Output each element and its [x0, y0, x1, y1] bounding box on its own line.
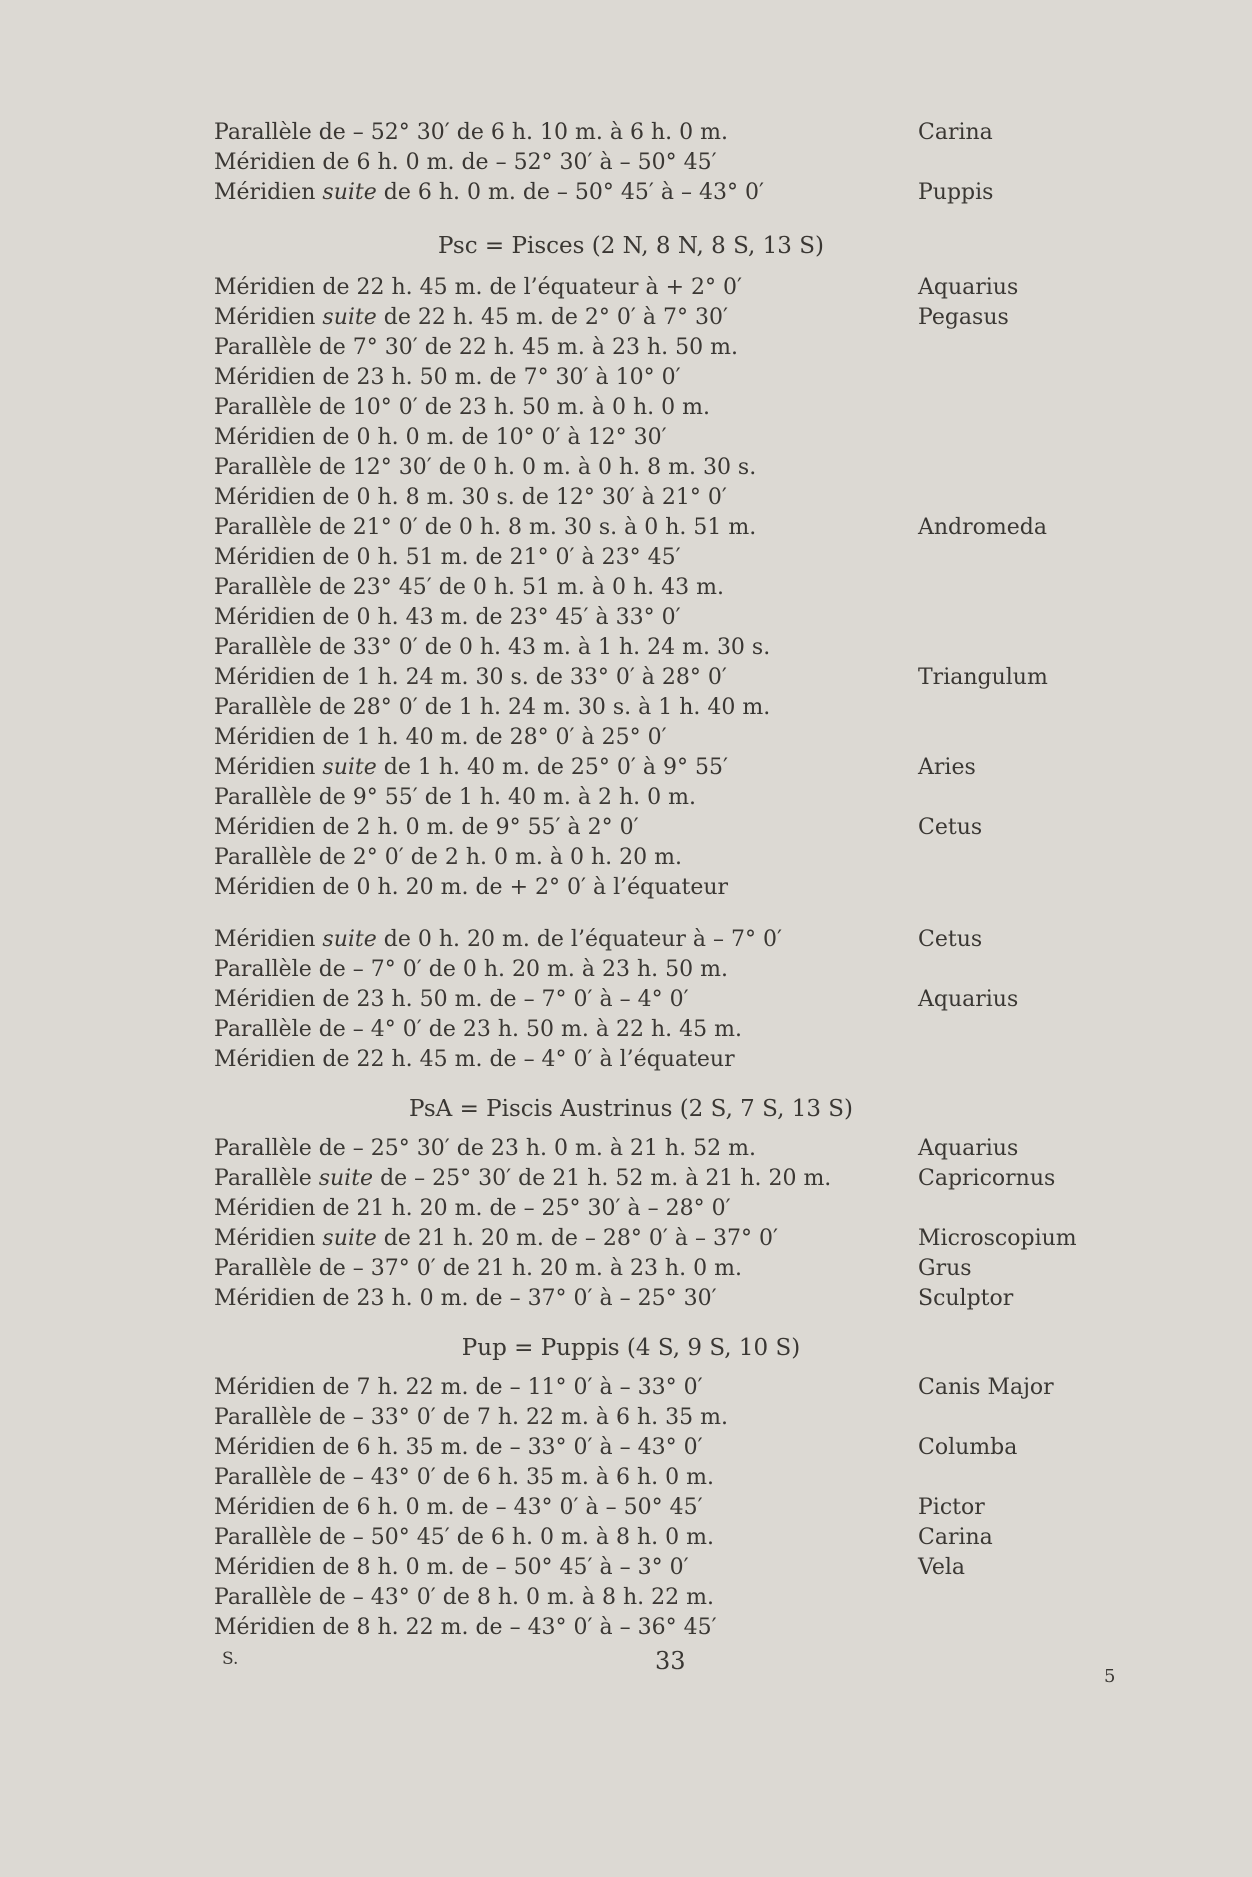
boundary-description	[214, 633, 770, 663]
boundary-description	[214, 303, 728, 333]
boundary-description	[214, 1134, 756, 1164]
boundary-description	[214, 118, 728, 148]
boundary-row	[0, 1583, 1252, 1613]
boundary-text: Parallèle de 21° 0′ de 0 h. 8 m. 30 s. à 0 h. 51 m.	[214, 515, 757, 540]
boundary-description	[214, 453, 756, 483]
boundary-text: Méridien de 21 h. 20 m. de – 25° 30′ à – 28° 0′	[214, 1196, 731, 1221]
adjacent-constellation: Aquarius	[918, 1136, 1019, 1161]
boundary-description	[214, 178, 764, 208]
boundary-description	[214, 693, 770, 723]
boundary-description	[214, 603, 681, 633]
suite-word: suite	[318, 1166, 374, 1191]
boundary-row	[0, 1254, 1252, 1284]
boundary-row	[0, 753, 1252, 783]
boundary-description	[214, 333, 738, 363]
boundary-row	[0, 573, 1252, 603]
boundary-text: Parallèle de 7° 30′ de 22 h. 45 m. à 23 h. 50 m.	[214, 335, 738, 360]
suite-word: suite	[322, 1226, 377, 1251]
boundary-row	[0, 783, 1252, 813]
boundary-row	[0, 813, 1252, 843]
adjacent-constellation: Cetus	[918, 927, 983, 952]
page-number: 33	[655, 1647, 686, 1675]
boundary-row	[0, 1015, 1252, 1045]
boundary-text: Parallèle de – 43° 0′ de 6 h. 35 m. à 6 h. 0 m.	[214, 1465, 714, 1490]
boundary-text: Méridien de 0 h. 51 m. de 21° 0′ à 23° 45′	[214, 545, 681, 570]
boundary-text-continued: de 1 h. 40 m. de 25° 0′ à 9° 55′	[376, 755, 728, 780]
suite-word: suite	[322, 180, 377, 205]
adjacent-constellation: Pictor	[918, 1495, 985, 1520]
boundary-description	[214, 783, 696, 813]
adjacent-constellation: Aquarius	[918, 275, 1019, 300]
boundary-description	[214, 1613, 717, 1643]
heading-pisces	[0, 230, 1252, 262]
boundary-description	[214, 1523, 714, 1553]
boundary-description	[214, 1493, 703, 1523]
boundary-text: Parallèle de – 7° 0′ de 0 h. 20 m. à 23 h. 50 m.	[214, 957, 728, 982]
boundary-text: Méridien	[214, 305, 323, 330]
adjacent-constellation: Aquarius	[918, 987, 1019, 1012]
boundary-row	[0, 955, 1252, 985]
section-heading-text: Pup = Puppis (4 S, 9 S, 10 S)	[461, 1335, 801, 1361]
adjacent-constellation: Pegasus	[918, 305, 1009, 330]
boundary-text: Méridien	[214, 1226, 323, 1251]
boundary-description	[214, 813, 639, 843]
boundary-text: Parallèle de 28° 0′ de 1 h. 24 m. 30 s. à 1 h. 40 m.	[214, 695, 771, 720]
boundary-text: Parallèle de – 43° 0′ de 8 h. 0 m. à 8 h. 22 m.	[214, 1585, 714, 1610]
boundary-text-continued: de – 25° 30′ de 21 h. 52 m. à 21 h. 20 m.	[373, 1166, 832, 1191]
adjacent-constellation: Andromeda	[918, 515, 1047, 540]
boundary-text: Parallèle de 12° 30′ de 0 h. 0 m. à 0 h. 8 m. 30 s.	[214, 455, 757, 480]
boundary-text: Parallèle de – 4° 0′ de 23 h. 50 m. à 22 h. 45 m.	[214, 1017, 742, 1042]
boundary-row	[0, 333, 1252, 363]
boundary-row	[0, 393, 1252, 423]
boundary-description	[214, 1015, 742, 1045]
boundary-row	[0, 363, 1252, 393]
boundary-description	[214, 1553, 689, 1583]
boundary-description	[214, 423, 667, 453]
boundary-row	[0, 1553, 1252, 1583]
boundary-row	[0, 843, 1252, 873]
boundary-text: Méridien de 22 h. 45 m. de – 4° 0′ à l’équateur	[214, 1047, 735, 1072]
boundary-row	[0, 148, 1252, 178]
suite-word: suite	[322, 755, 377, 780]
boundary-description	[214, 925, 782, 955]
boundary-text: Méridien de 8 h. 22 m. de – 43° 0′ à – 36° 45′	[214, 1615, 717, 1640]
boundary-row	[0, 423, 1252, 453]
boundary-description	[214, 663, 727, 693]
boundary-text: Méridien de 1 h. 24 m. 30 s. de 33° 0′ à 28° 0′	[214, 665, 727, 690]
boundary-row	[0, 118, 1252, 148]
section-heading-text: Psc = Pisces (2 N, 8 N, 8 S, 13 S)	[438, 233, 824, 259]
adjacent-constellation: Vela	[918, 1555, 966, 1580]
adjacent-constellation: Cetus	[918, 815, 983, 840]
adjacent-constellation: Grus	[918, 1256, 972, 1281]
boundary-row	[0, 663, 1252, 693]
adjacent-constellation: Triangulum	[918, 665, 1048, 690]
boundary-description	[214, 148, 717, 178]
boundary-row	[0, 693, 1252, 723]
boundary-row	[0, 1284, 1252, 1314]
boundary-row	[0, 723, 1252, 753]
boundary-row	[0, 543, 1252, 573]
adjacent-constellation: Columba	[918, 1435, 1018, 1460]
boundary-text: Parallèle de 10° 0′ de 23 h. 50 m. à 0 h. 0 m.	[214, 395, 710, 420]
boundary-row	[0, 925, 1252, 955]
boundary-text: Méridien de 6 h. 35 m. de – 33° 0′ à – 43° 0′	[214, 1435, 703, 1460]
boundary-row	[0, 1463, 1252, 1493]
boundary-row	[0, 1493, 1252, 1523]
boundary-text: Méridien	[214, 180, 323, 205]
boundary-description	[214, 513, 756, 543]
boundary-description	[214, 753, 728, 783]
boundary-text-continued: de 0 h. 20 m. de l’équateur à – 7° 0′	[376, 927, 782, 952]
boundary-text: Méridien de 23 h. 0 m. de – 37° 0′ à – 25° 30′	[214, 1286, 717, 1311]
boundary-row	[0, 178, 1252, 208]
adjacent-constellation: Canis Major	[918, 1375, 1054, 1400]
boundary-row	[0, 1433, 1252, 1463]
boundary-description	[214, 1045, 735, 1075]
boundary-text: Parallèle de – 25° 30′ de 23 h. 0 m. à 21 h. 52 m.	[214, 1136, 756, 1161]
boundary-row	[0, 985, 1252, 1015]
boundary-text: Méridien de 8 h. 0 m. de – 50° 45′ à – 3° 0′	[214, 1555, 689, 1580]
boundary-description	[214, 985, 689, 1015]
boundary-text-continued: de 6 h. 0 m. de – 50° 45′ à – 43° 0′	[376, 180, 764, 205]
boundary-text: Parallèle	[214, 1166, 319, 1191]
boundary-description	[214, 1194, 731, 1224]
boundary-text: Méridien de 22 h. 45 m. de l’équateur à + 2° 0′	[214, 275, 743, 300]
boundary-row	[0, 1224, 1252, 1254]
boundary-row	[0, 483, 1252, 513]
boundary-text: Parallèle de – 52° 30′ de 6 h. 10 m. à 6 h. 0 m.	[214, 120, 728, 145]
adjacent-constellation: Carina	[918, 1525, 993, 1550]
boundary-row	[0, 1045, 1252, 1075]
boundary-row	[0, 303, 1252, 333]
section-heading-text: PsA = Piscis Austrinus (2 S, 7 S, 13 S)	[409, 1096, 853, 1122]
boundary-description	[214, 1373, 703, 1403]
boundary-text: Méridien de 7 h. 22 m. de – 11° 0′ à – 33° 0′	[214, 1375, 703, 1400]
boundary-description	[214, 1284, 717, 1314]
boundary-description	[214, 573, 724, 603]
boundary-text: Parallèle de – 37° 0′ de 21 h. 20 m. à 23 h. 0 m.	[214, 1256, 742, 1281]
suite-word: suite	[322, 305, 377, 330]
boundary-text: Méridien	[214, 927, 323, 952]
boundary-row	[0, 273, 1252, 303]
boundary-text: Méridien de 6 h. 0 m. de – 52° 30′ à – 50° 45′	[214, 150, 717, 175]
boundary-text: Méridien de 0 h. 8 m. 30 s. de 12° 30′ à 21° 0′	[214, 485, 727, 510]
boundary-description	[214, 1463, 714, 1493]
boundary-text-continued: de 21 h. 20 m. de – 28° 0′ à – 37° 0′	[376, 1226, 778, 1251]
boundary-text: Méridien	[214, 755, 323, 780]
footer-signature: S.	[222, 1649, 239, 1669]
boundary-text: Parallèle de 33° 0′ de 0 h. 43 m. à 1 h. 24 m. 30 s.	[214, 635, 771, 660]
boundary-row	[0, 1523, 1252, 1553]
boundary-description	[214, 1433, 703, 1463]
boundary-text: Parallèle de 2° 0′ de 2 h. 0 m. à 0 h. 20 m.	[214, 845, 682, 870]
adjacent-constellation: Aries	[918, 755, 976, 780]
boundary-row	[0, 513, 1252, 543]
boundary-description	[214, 723, 667, 753]
boundary-description	[214, 955, 728, 985]
boundary-row	[0, 1613, 1252, 1643]
boundary-row	[0, 633, 1252, 663]
boundary-description	[214, 1583, 714, 1613]
boundary-description	[214, 843, 682, 873]
sheet-number: 5	[1104, 1666, 1116, 1687]
boundary-row	[0, 873, 1252, 903]
boundary-text: Méridien de 2 h. 0 m. de 9° 55′ à 2° 0′	[214, 815, 639, 840]
adjacent-constellation: Puppis	[918, 180, 994, 205]
boundary-row	[0, 1403, 1252, 1433]
boundary-text: Parallèle de – 50° 45′ de 6 h. 0 m. à 8 h. 0 m.	[214, 1525, 714, 1550]
boundary-description	[214, 393, 710, 423]
adjacent-constellation: Sculptor	[918, 1286, 1014, 1311]
boundary-description	[214, 1254, 742, 1284]
boundary-description	[214, 543, 681, 573]
heading-puppis	[0, 1332, 1252, 1364]
boundary-row	[0, 1134, 1252, 1164]
boundary-description	[214, 1224, 778, 1254]
boundary-text: Méridien de 0 h. 0 m. de 10° 0′ à 12° 30′	[214, 425, 667, 450]
boundary-text: Méridien de 0 h. 43 m. de 23° 45′ à 33° 0′	[214, 605, 681, 630]
suite-word: suite	[322, 927, 377, 952]
boundary-text-continued: de 22 h. 45 m. de 2° 0′ à 7° 30′	[376, 305, 728, 330]
boundary-text: Méridien de 1 h. 40 m. de 28° 0′ à 25° 0′	[214, 725, 667, 750]
boundary-row	[0, 1164, 1252, 1194]
boundary-description	[214, 273, 742, 303]
boundary-text: Méridien de 0 h. 20 m. de + 2° 0′ à l’équateur	[214, 875, 729, 900]
boundary-description	[214, 873, 728, 903]
boundary-description	[214, 1403, 728, 1433]
adjacent-constellation: Capricornus	[918, 1166, 1056, 1191]
boundary-row	[0, 1373, 1252, 1403]
boundary-text: Méridien de 23 h. 50 m. de 7° 30′ à 10° 0′	[214, 365, 681, 390]
adjacent-constellation: Microscopium	[918, 1226, 1077, 1251]
boundary-text: Méridien de 23 h. 50 m. de – 7° 0′ à – 4° 0′	[214, 987, 689, 1012]
boundary-description	[214, 363, 681, 393]
boundary-row	[0, 453, 1252, 483]
boundary-description	[214, 1164, 831, 1194]
heading-piscis-austrinus	[0, 1093, 1252, 1125]
boundary-text: Parallèle de 23° 45′ de 0 h. 51 m. à 0 h. 43 m.	[214, 575, 724, 600]
boundary-text: Méridien de 6 h. 0 m. de – 43° 0′ à – 50° 45′	[214, 1495, 703, 1520]
boundary-row	[0, 603, 1252, 633]
adjacent-constellation: Carina	[918, 120, 993, 145]
boundary-row	[0, 1194, 1252, 1224]
boundary-description	[214, 483, 727, 513]
boundary-text: Parallèle de – 33° 0′ de 7 h. 22 m. à 6 h. 35 m.	[214, 1405, 728, 1430]
boundary-text: Parallèle de 9° 55′ de 1 h. 40 m. à 2 h. 0 m.	[214, 785, 696, 810]
